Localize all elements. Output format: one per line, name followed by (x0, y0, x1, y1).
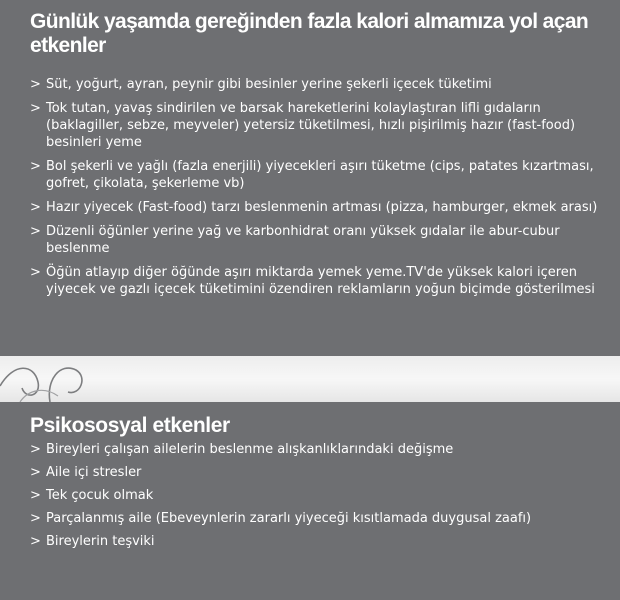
list-item (30, 199, 605, 216)
bullet-icon: > (30, 200, 41, 215)
list-item-text: Tek çocuk olmak (46, 488, 154, 503)
bullet-icon: > (30, 534, 41, 549)
list-item-text: Parçalanmış aile (Ebeveynlerin zararlı yiyeceği kısıtlamada duygusal zaafı) (46, 511, 532, 526)
list-item-text: Öğün atlayıp diğer öğünde aşırı miktarda yemek yeme.TV'de yüksek kalori içeren yiyecek ve gazlı içecek tüketimini özendiren reklamların yoğun biçimde gösterilmesi (46, 265, 595, 297)
list-item (30, 76, 605, 93)
bullet-icon: > (30, 465, 41, 480)
list-item-text: Bireylerin teşviki (46, 534, 155, 549)
swirl-decoration-icon (0, 356, 620, 402)
bullet-icon: > (30, 265, 41, 280)
list-item (30, 487, 605, 504)
list-item-text: Tok tutan, yavaş sindirilen ve barsak hareketlerini kolaylaştıran lifli gıdaların (baklagiller, sebze, meyveler) yetersiz tüketilmesi, hızlı pişirilmiş hazır (fast-food) besinleri yeme (46, 101, 576, 150)
bullet-icon: > (30, 159, 41, 174)
bullet-icon: > (30, 224, 41, 239)
section2-title: Psikososyal etkenler (30, 414, 230, 437)
list-item (30, 441, 605, 458)
list-item (30, 158, 605, 192)
section2-list (30, 441, 605, 556)
list-item (30, 464, 605, 481)
section1-title: Günlük yaşamda gereğinden fazla kalori almamıza yol açan etkenler (30, 10, 589, 57)
bullet-icon: > (30, 488, 41, 503)
list-item-text: Süt, yoğurt, ayran, peynir gibi besinler yerine şekerli içecek tüketimi (46, 77, 492, 92)
list-item-text: Bol şekerli ve yağlı (fazla enerjili) yiyecekleri aşırı tüketme (cips, patates kızartması, gofret, çikolata, şekerleme vb) (46, 159, 594, 191)
list-item (30, 100, 605, 151)
section1-list (30, 76, 605, 305)
list-item (30, 533, 605, 550)
list-item (30, 223, 605, 257)
bullet-icon: > (30, 77, 41, 92)
list-item-text: Bireyleri çalışan ailelerin beslenme alışkanlıklarındaki değişme (46, 442, 454, 457)
list-item (30, 264, 605, 298)
bullet-icon: > (30, 442, 41, 457)
list-item-text: Hazır yiyecek (Fast-food) tarzı beslenmenin artması (pizza, hamburger, ekmek arası) (46, 200, 598, 215)
list-item-text: Aile içi stresler (46, 465, 142, 480)
bullet-icon: > (30, 101, 41, 116)
list-item-text: Düzenli öğünler yerine yağ ve karbonhidrat oranı yüksek gıdalar ile abur-cubur beslenme (46, 224, 560, 256)
list-item (30, 510, 605, 527)
decorative-divider-band (0, 356, 620, 402)
bullet-icon: > (30, 511, 41, 526)
